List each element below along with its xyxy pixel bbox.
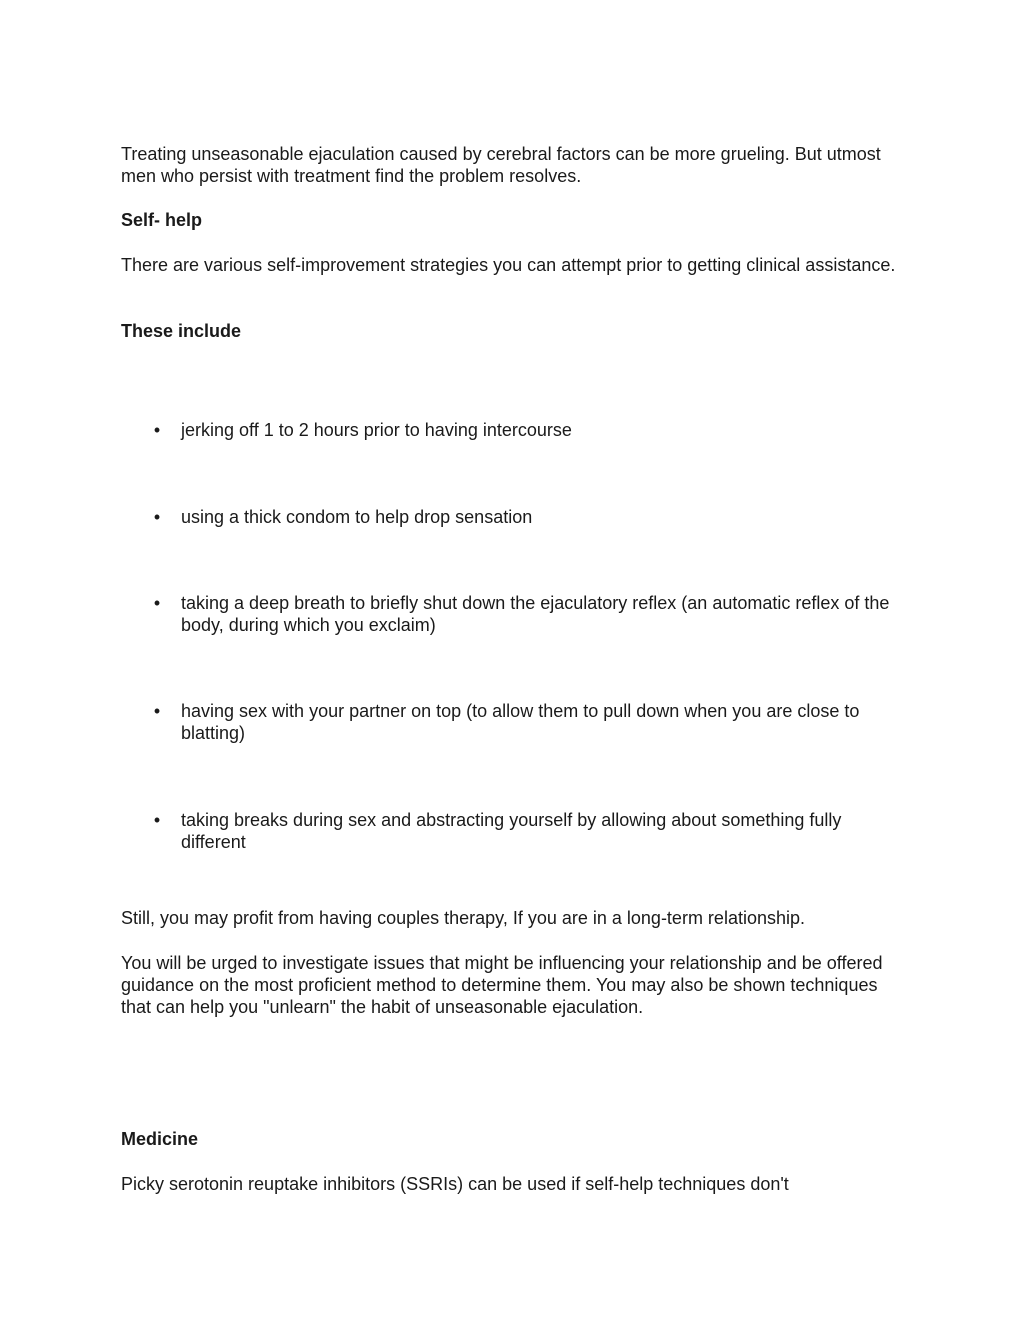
list-item-text: using a thick condom to help drop sensation (181, 507, 533, 527)
bullet-icon: • (153, 701, 161, 721)
intro-paragraph: Treating unseasonable ejaculation caused by cerebral factors can be more grueling. But utmost men who persist with treatment find the problem resolves. (121, 144, 881, 186)
list-item-text: jerking off 1 to 2 hours prior to having intercourse (181, 420, 572, 440)
therapy-paragraph: Still, you may profit from having couples therapy, If you are in a long-term relationship. (121, 908, 805, 928)
ssri-paragraph: Picky serotonin reuptake inhibitors (SSRIs) can be used if self-help techniques don't (121, 1174, 789, 1194)
self-help-heading: Self- help (121, 210, 203, 230)
bullet-icon: • (153, 507, 161, 527)
these-include-heading: These include (121, 321, 242, 341)
list-item-text: taking a deep breath to briefly shut down the ejaculatory reflex (an automatic reflex of the body, during which you exclaim) (181, 593, 890, 635)
list-item-text: having sex with your partner on top (to allow them to pull down when you are close to blatting) (181, 701, 860, 743)
bullet-icon: • (153, 810, 161, 830)
list-item-text: taking breaks during sex and abstracting yourself by allowing about something fully different (181, 810, 842, 852)
investigate-paragraph: You will be urged to investigate issues that might be influencing your relationship and be offered guidance on the most proficient method to determine them. You may also be shown techniques that can help you "unlearn" the habit of unseasonable ejaculation. (121, 953, 883, 1017)
medicine-heading: Medicine (121, 1129, 199, 1149)
bullet-icon: • (153, 593, 161, 613)
self-help-paragraph: There are various self-improvement strategies you can attempt prior to getting clinical assistance. (121, 255, 896, 275)
bullet-icon: • (153, 420, 161, 440)
